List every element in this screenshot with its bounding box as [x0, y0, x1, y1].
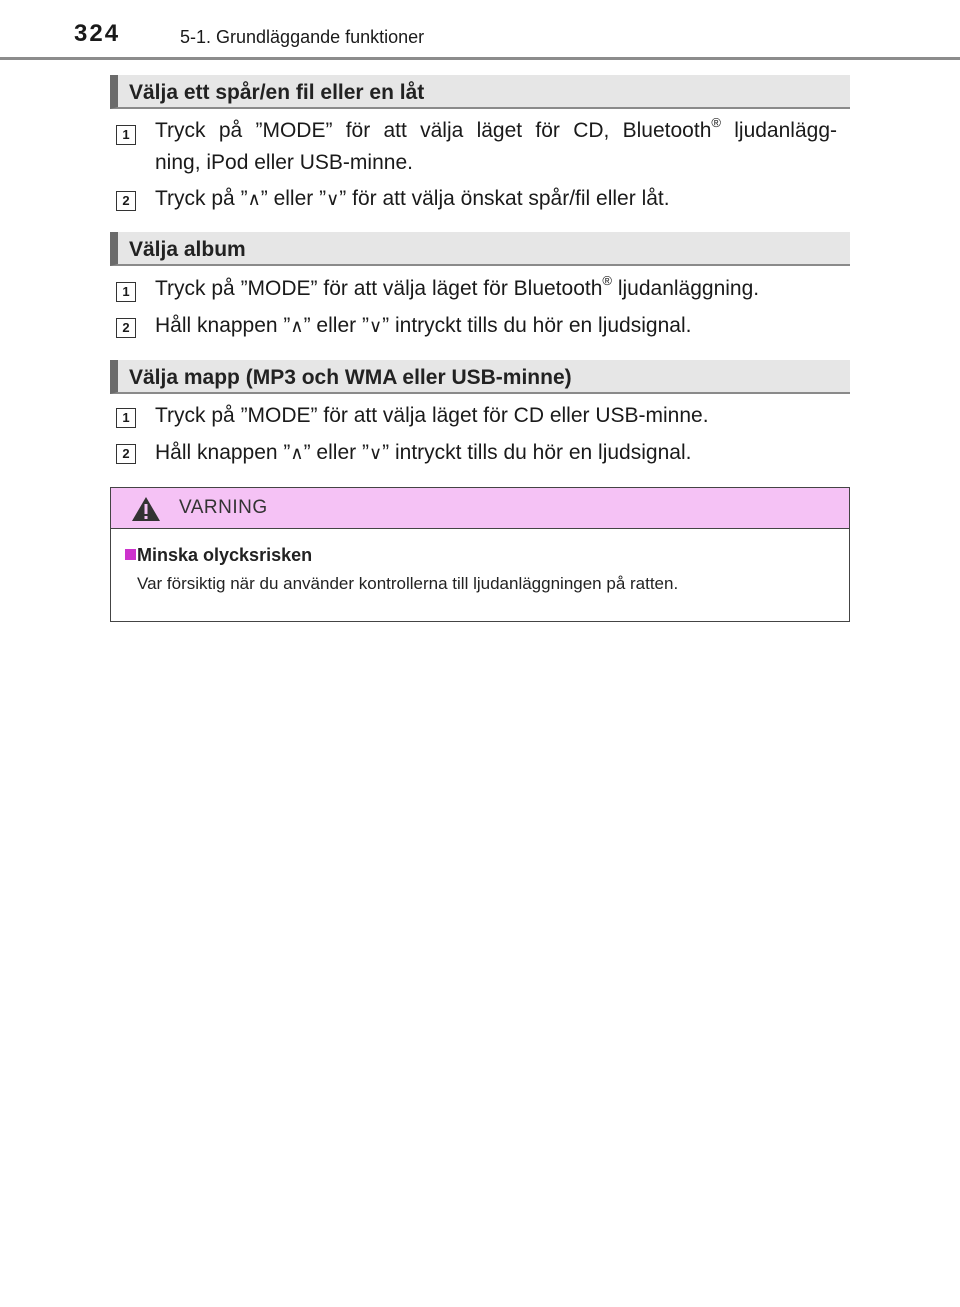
step-badge: 1 [116, 282, 136, 302]
step-text: Håll knappen ”∧” eller ”∨” intryckt tills du hör en ljudsignal. [155, 314, 692, 337]
step-badge: 2 [116, 191, 136, 211]
page-number: 324 [74, 20, 121, 47]
section-heading-select-folder [110, 360, 850, 394]
section-title: Välja ett spår/en fil eller en låt [129, 81, 425, 104]
warning-header [111, 488, 849, 529]
step-text: Tryck på ”MODE” för att välja läget för CD eller USB-minne. [155, 404, 709, 427]
section-title: Välja album [129, 238, 246, 261]
section-heading-select-album [110, 232, 850, 266]
step-badge: 1 [116, 125, 136, 145]
warning-triangle-icon [131, 496, 161, 522]
warning-title: VARNING [179, 497, 268, 518]
down-arrow-icon: ∨ [368, 443, 383, 463]
section-heading-select-track [110, 75, 850, 109]
warning-body: Var försiktig när du använder kontrollerna till ljudanläggningen på ratten. [137, 574, 679, 593]
bullet-square-icon [125, 549, 136, 560]
step-badge: 1 [116, 408, 136, 428]
up-arrow-icon: ∧ [290, 316, 304, 336]
header-divider [0, 57, 960, 60]
step-text [155, 115, 855, 179]
warning-subtitle: Minska olycksrisken [137, 545, 313, 565]
up-arrow-icon: ∧ [290, 443, 304, 463]
chapter-title: 5-1. Grundläggande funktioner [180, 27, 425, 47]
step-badge: 2 [116, 318, 136, 338]
step-line: ning, iPod eller USB-minne. [155, 151, 413, 174]
down-arrow-icon: ∨ [326, 189, 340, 209]
step-text: Tryck på ”MODE” för att välja läget för Bluetooth® ljudanläggning. [155, 273, 760, 300]
down-arrow-icon: ∨ [368, 316, 383, 336]
step-text: Håll knappen ”∧” eller ”∨” intryckt tills du hör en ljudsignal. [155, 441, 692, 464]
step-line: Tryck på ”MODE” för att välja läget för CD, Bluetooth® ljudanlägg- [155, 115, 837, 142]
section-title: Välja mapp (MP3 och WMA eller USB-minne) [129, 366, 572, 389]
step-badge: 2 [116, 444, 136, 464]
step-text: Tryck på ”∧” eller ”∨” för att välja önskat spår/fil eller låt. [155, 187, 670, 210]
up-arrow-icon: ∧ [247, 189, 261, 209]
warning-box [110, 487, 850, 622]
